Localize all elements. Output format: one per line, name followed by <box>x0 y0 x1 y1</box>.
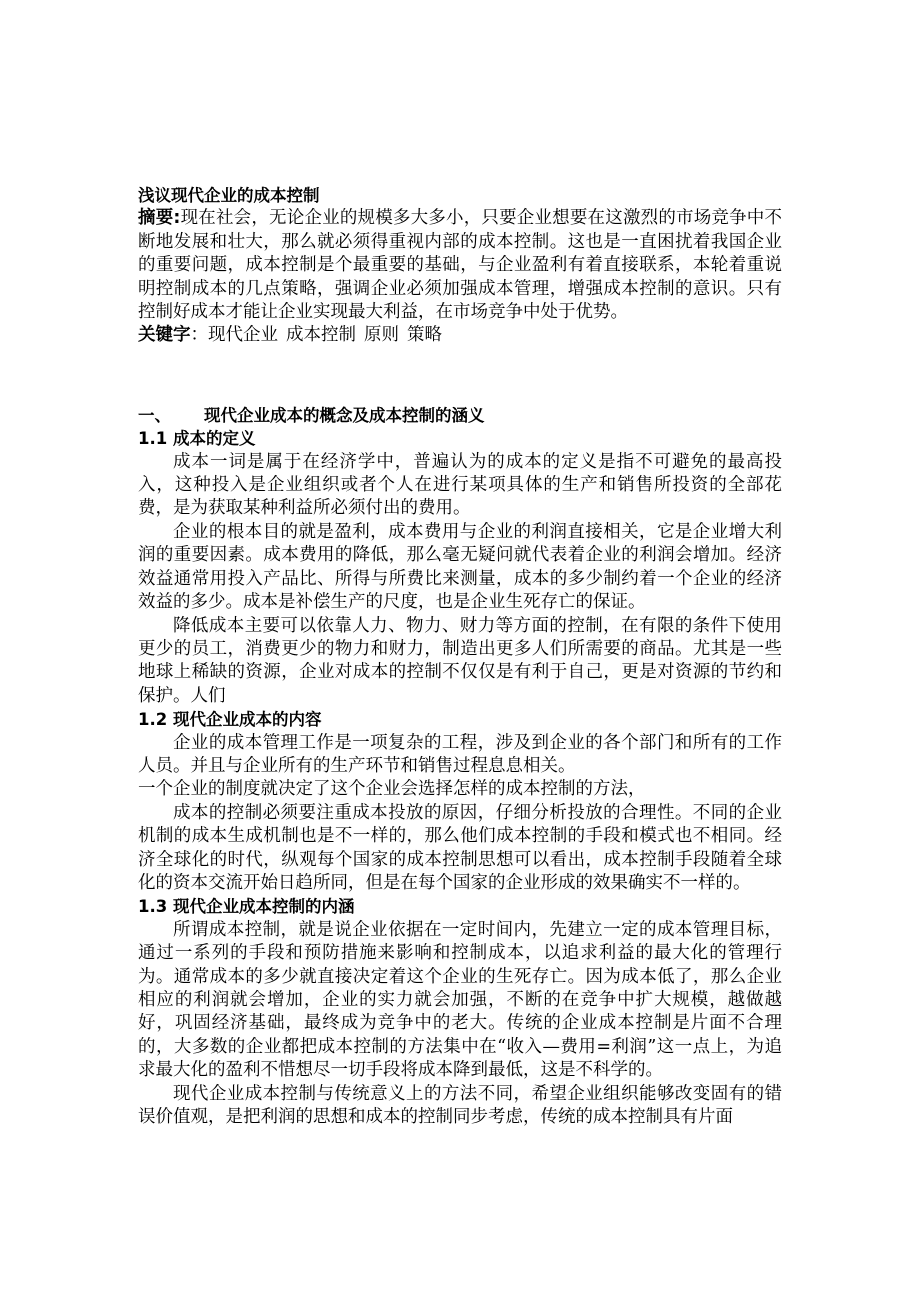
abstract <box>138 207 782 324</box>
paragraph: 现代企业成本控制与传统意义上的方法不同，希望企业组织能够改变固有的错误价值观，是把利润的思想和成本的控制同步考虑，传统的成本控制具有片面 <box>138 1083 782 1128</box>
spacer <box>138 348 782 404</box>
document-title: 浅议现代企业的成本控制 <box>138 186 320 205</box>
paragraph: 所谓成本控制，就是说企业依据在一定时间内，先建立一定的成本管理目标，通过一系列的手段和预防措施来影响和控制成本，以追求利益的最大化的管理行为。通常成本的多少就直接决定着这个企业的生死存亡。因为成本低了，那么企业相应的利润就会增加，企业的实力就会加强，不断的在竞争中扩大规模，越做越好，巩固经济基础，最终成为竞争中的老大。传统的企业成本控制是片面不合理的，大多数的企业都把成本控制的方法集中在“收入—费用=利润”这一点上，为追求最大化的盈利不惜想尽一切手段将成本降到最低，这是不科学的。 <box>138 919 782 1081</box>
abstract-label: 摘要: <box>138 208 181 229</box>
paragraph: 成本的控制必须要注重成本投放的原因，仔细分析投放的合理性。不同的企业机制的成本生成机制也是不一样的，那么他们成本控制的手段和模式也不相同。经济全球化的时代，纵观每个国家的成本控制思想可以看出，成本控制手段随着全球化的资本交流开始日趋所同，但是在每个国家的企业形成的效果确实不一样的。 <box>138 802 782 893</box>
keyword-item: 策略 <box>407 325 442 346</box>
keyword-item: 原则 <box>364 325 399 346</box>
section-heading-1 <box>138 404 782 427</box>
paragraph: 一个企业的制度就决定了这个企业会选择怎样的成本控制的方法， <box>138 779 646 800</box>
keyword-item: 成本控制 <box>286 325 356 346</box>
keyword-item: 现代企业 <box>208 325 278 346</box>
paragraph: 企业的根本目的就是盈利，成本费用与企业的利润直接相关，它是企业增大利润的重要因素。成本费用的降低，那么毫无疑问就代表着企业的利润会增加。经济效益通常用投入产品比、所得与所费比来测量，成本的多少制约着一个企业的经济效益的多少。成本是补偿生产的尺度，也是企业生死存亡的保证。 <box>138 521 782 613</box>
sub-heading-1-1: 1.1 成本的定义 <box>138 429 256 449</box>
paragraph: 企业的成本管理工作是一项复杂的工程，涉及到企业的各个部门和所有的工作人员。并且与企业所有的生产环节和销售过程息息相关。 <box>138 732 782 776</box>
paragraph: 降低成本主要可以依靠人力、物力、财力等方面的控制，在有限的条件下使用更少的员工，消费更少的物力和财力，制造出更多人们所需要的商品。尤其是一些地球上稀缺的资源，企业对成本的控制不仅仅是有利于自己，更是对资源的节约和保护。人们 <box>138 615 782 706</box>
abstract-text: 现在社会，无论企业的规模多大多小，只要企业想要在这激烈的市场竞争中不断地发展和壮大，那么就必须得重视内部的成本控制。这也是一直困扰着我国企业的重要问题，成本控制是个最重要的基础，与企业盈利有着直接联系，本轮着重说明控制成本的几点策略，强调企业必须加强成本管理，增强成本控制的意识。只有控制好成本才能让企业实现最大利益，在市场竞争中处于优势。 <box>138 208 782 323</box>
keywords-label: 关键字 <box>138 325 191 346</box>
section-title: 现代企业成本的概念及成本控制的涵义 <box>204 405 485 425</box>
paragraph: 成本一词是属于在经济学中，普遍认为的成本的定义是指不可避免的最高投入，这种投入是企业组织或者个人在进行某项具体的生产和销售所投资的全部花费，是为获取某种利益所必须付出的费用。 <box>138 451 782 519</box>
sub-heading-1-2: 1.2 现代企业成本的内容 <box>138 710 322 730</box>
document-page <box>138 184 782 1129</box>
sub-heading-1-3: 1.3 现代企业成本控制的内涵 <box>138 897 355 917</box>
section-number: 一、 <box>138 405 171 425</box>
keywords-colon: ： <box>190 325 208 346</box>
keywords <box>138 324 782 347</box>
